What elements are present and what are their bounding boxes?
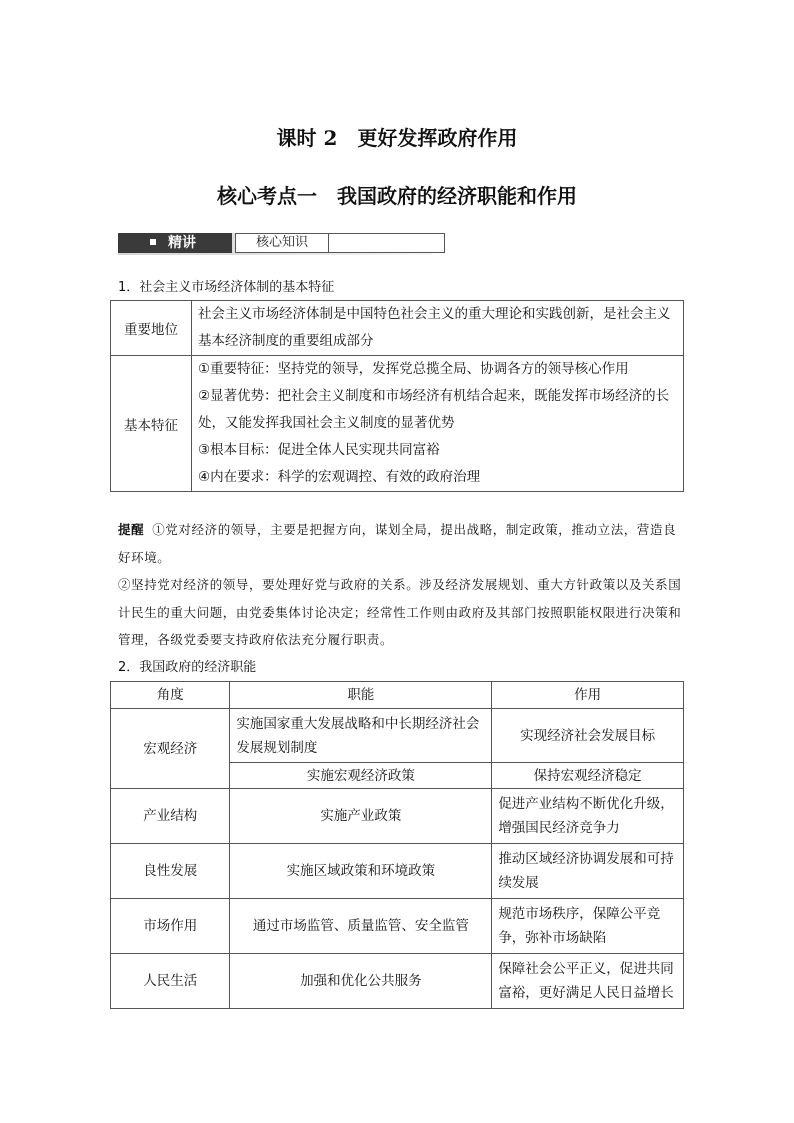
- square-bullet-icon: [150, 239, 156, 245]
- function-cell: 通过市场监管、质量监管、安全监管: [230, 899, 492, 954]
- table-row: [111, 844, 684, 899]
- table-row: [111, 301, 684, 356]
- table-row: [111, 954, 684, 1009]
- tip-label: 提醒: [118, 522, 145, 537]
- section1-heading: 1．社会主义市场经济体制的基本特征: [118, 280, 335, 295]
- angle-cell: 市场作用: [111, 899, 230, 954]
- function-cell: 实施区域政策和环境政策: [230, 844, 492, 899]
- tip-note: [118, 516, 684, 654]
- row-label: 基本特征: [111, 356, 192, 492]
- functions-table: [110, 681, 684, 1009]
- tip-paragraph: ②坚持党对经济的领导，要处理好党与政府的关系。涉及经济发展规划、重大方针政策以及关系国计民生的重大问题，由党委集体讨论决定；经常性工作则由政府及其部门按照职能权限进行决策和管理，各级党委要支持政府依法充分履行职责。: [118, 577, 682, 647]
- function-cell: 实施产业政策: [230, 789, 492, 844]
- banner-label-sub: 核心知识: [236, 234, 329, 252]
- column-header: 职能: [230, 682, 492, 709]
- banner-label-main: 精讲: [118, 233, 232, 253]
- table-row: [111, 789, 684, 844]
- angle-cell: 产业结构: [111, 789, 230, 844]
- role-cell: 实现经济社会发展目标: [492, 709, 684, 763]
- role-cell: 保持宏观经济稳定: [492, 763, 684, 789]
- page-title: 课时 2 更好发挥政府作用: [276, 126, 518, 150]
- banner-label-box: [235, 233, 445, 253]
- table-row: [111, 356, 684, 492]
- table-header-row: [111, 682, 684, 709]
- table-row: [111, 899, 684, 954]
- row-label: 重要地位: [111, 301, 192, 356]
- function-cell: 实施宏观经济政策: [230, 763, 492, 789]
- function-cell: 实施国家重大发展战略和中长期经济社会发展规划制度: [230, 709, 492, 763]
- role-cell: 促进产业结构不断优化升级，增强国民经济竞争力: [492, 789, 684, 844]
- angle-cell: 良性发展: [111, 844, 230, 899]
- table-row: [111, 709, 684, 763]
- row-content: 社会主义市场经济体制是中国特色社会主义的重大理论和实践创新，是社会主义基本经济制度的重要组成部分: [192, 301, 684, 356]
- role-cell: 保障社会公平正义，促进共同富裕，更好满足人民日益增长: [492, 954, 684, 1009]
- row-content: ①重要特征：坚持党的领导，发挥党总揽全局、协调各方的领导核心作用 ②显著优势：把社会主义制度和市场经济有机结合起来，既能发挥市场经济的长处，又能发挥我国社会主义制度的显著优势 ③根本目标：促进全体人民实现共同富裕 ④内在要求：科学的宏观调控、有效的政府治理: [192, 356, 684, 492]
- tip-paragraph: ①党对经济的领导，主要是把握方向，谋划全局，提出战略，制定政策，推动立法，营造良好环境。: [118, 522, 677, 565]
- role-cell: 规范市场秩序，保障公平竞争，弥补市场缺陷: [492, 899, 684, 954]
- section-banner: [118, 233, 432, 255]
- column-header: 作用: [492, 682, 684, 709]
- function-cell: 加强和优化公共服务: [230, 954, 492, 1009]
- column-header: 角度: [111, 682, 230, 709]
- section-title: 核心考点一 我国政府的经济职能和作用: [217, 184, 577, 208]
- angle-cell: 宏观经济: [111, 709, 230, 789]
- role-cell: 推动区域经济协调发展和可持续发展: [492, 844, 684, 899]
- angle-cell: 人民生活: [111, 954, 230, 1009]
- features-table: [110, 300, 684, 492]
- section2-heading: 2．我国政府的经济职能: [118, 660, 257, 675]
